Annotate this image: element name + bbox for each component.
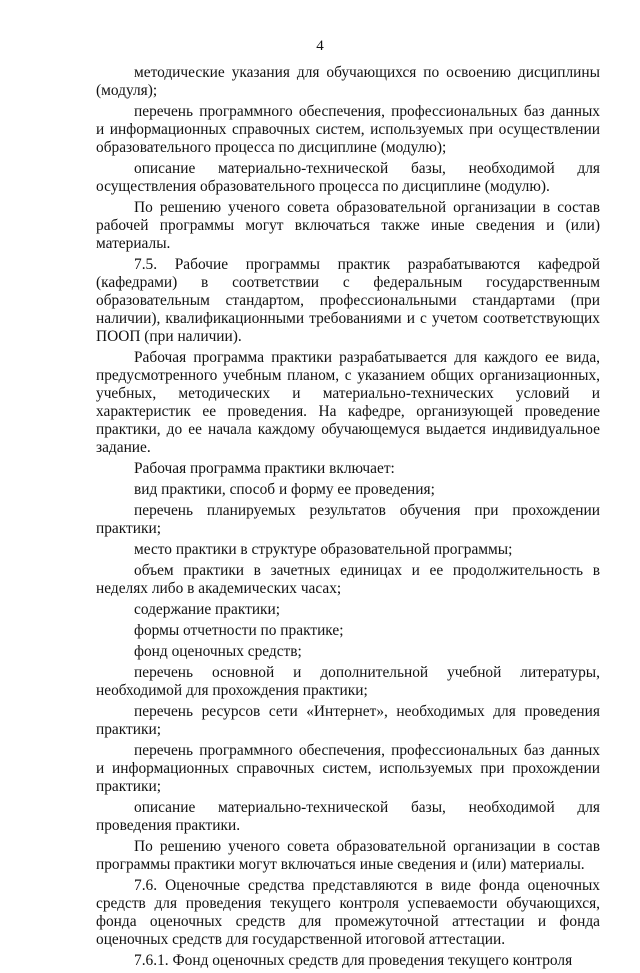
list-item-practice-volume: объем практики в зачетных единицах и ее продолжительность в неделях либо в академических часах;: [96, 562, 600, 597]
paragraph-council-decision: По решению ученого совета образовательной организации в состав программы практики могут включаться иные сведения и (или) материалы.: [96, 838, 600, 873]
paragraph-6: Рабочая программа практики разрабатывается для каждого ее вида, предусмотренного учебным планом, с указанием общих организационных, учебных, методических и материально-технических условий и характеристик ее проведения. На кафедре, организующей проведение практики, до ее начала каждому обучающемуся выдается индивидуальное задание.: [96, 349, 600, 456]
paragraph-4: По решению ученого совета образовательной организации в состав рабочей программы могут включаться также иные сведения и (или) материалы.: [96, 199, 600, 252]
paragraph-3: описание материально-технической базы, необходимой для осуществления образовательного процесса по дисциплине (модулю).: [96, 160, 600, 195]
list-item-learning-results: перечень планируемых результатов обучения при прохождении практики;: [96, 502, 600, 537]
list-item-software: перечень программного обеспечения, профессиональных баз данных и информационных справочных систем, используемых при прохождении практики;: [96, 742, 600, 795]
paragraph-5: 7.5. Рабочие программы практик разрабатываются кафедрой (кафедрами) в соответствии с федеральным государственным образовательным стандартом, профессиональными стандартами (при наличии), квалификационными требованиями и с учетом соответствующих ПООП (при наличии).: [96, 256, 600, 345]
list-item-material-base: описание материально-технической базы, необходимой для проведения практики.: [96, 799, 600, 834]
paragraph-7-6: 7.6. Оценочные средства представляются в виде фонда оценочных средств для проведения текущего контроля успеваемости обучающихся, фонда оценочных средств для промежуточной аттестации и фонда оценочных средств для государственной итоговой аттестации.: [96, 877, 600, 948]
list-item-report-forms: формы отчетности по практике;: [134, 622, 344, 639]
list-item-practice-type: вид практики, способ и форму ее проведения;: [134, 481, 435, 498]
paragraph-7-6-1: 7.6.1. Фонд оценочных средств для проведения текущего контроля: [134, 952, 573, 969]
paragraph-1: методические указания для обучающихся по освоению дисциплины (модуля);: [96, 64, 600, 99]
document-body: [96, 64, 600, 973]
list-item-practice-place: место практики в структуре образовательной программы;: [134, 541, 513, 558]
list-item-practice-content: содержание практики;: [134, 601, 281, 618]
list-item-assessment-fund: фонд оценочных средств;: [134, 643, 302, 660]
paragraph-2: перечень программного обеспечения, профессиональных баз данных и информационных справочных систем, используемых при осуществлении образовательного процесса по дисциплине (модулю);: [96, 103, 600, 156]
paragraph-7: Рабочая программа практики включает:: [134, 460, 395, 477]
list-item-internet-resources: перечень ресурсов сети «Интернет», необходимых для проведения практики;: [96, 703, 600, 738]
page-number: 4: [316, 38, 324, 54]
list-item-literature: перечень основной и дополнительной учебной литературы, необходимой для прохождения практики;: [96, 664, 600, 699]
